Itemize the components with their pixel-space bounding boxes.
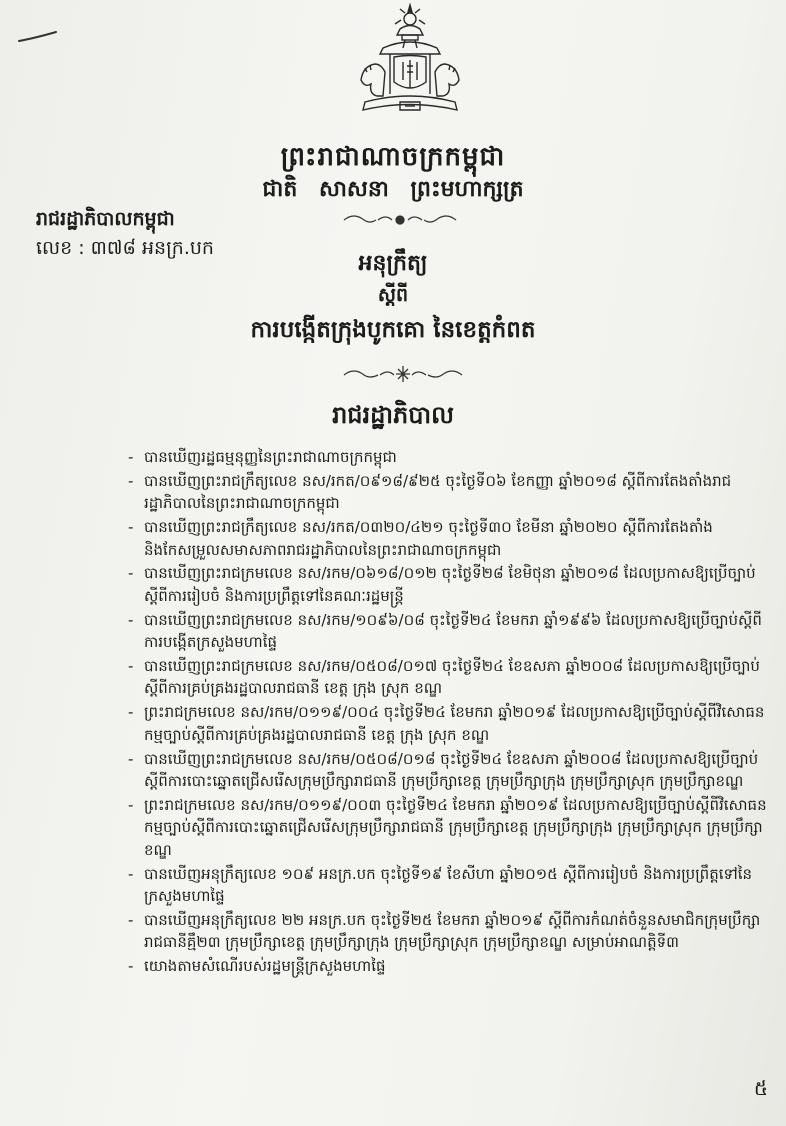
recital-text: បានឃើញព្រះរាជក្រមលេខ នស/រកម/០៥០៨/០១៧ ចុះថ្ងៃទី២៤ ខែឧសភា ឆ្នាំ២០០៨ ដែលប្រកាសឱ្យប្រើច្បាប់ស្តីពីការគ្រប់គ្រងរដ្ឋបាលរាជធានី ខេត្ត ក្រុង ស្រុក ខណ្ឌ [144,656,760,698]
recital-text: យោងតាមសំណើរបស់រដ្ឋមន្ត្រីក្រសួងមហាផ្ទៃ [144,957,386,976]
issuing-authority: រាជរដ្ឋាភិបាល [332,401,454,429]
recital-item: - បានឃើញព្រះរាជក្រឹត្យលេខ នស/រកត/០៩១៨/៩២៥ ចុះថ្ងៃទី០៦ ខែកញ្ញា ឆ្នាំ២០១៨ ស្តីពីការតែងតាំងរាជរដ្ឋាភិបាលនៃព្រះរាជាណាចក្រកម្ពុជា [128,471,732,513]
recital-text: បានឃើញរដ្ឋធម្មនុញ្ញនៃព្រះរាជាណាចក្រកម្ពុជា [144,448,397,466]
recital-item: - ព្រះរាជក្រមលេខ នស/រកម/០១១៩/០០៣ ចុះថ្ងៃទី២៤ ខែមករា ឆ្នាំ២០១៩ ដែលប្រកាសឱ្យប្រើច្បាប់ស្តីពីវិសោធនកម្មច្បាប់ស្តីពីការបោះឆ្នោតជ្រើសរើសក្រុមប្រឹក្សារាជធានី ក្រុមប្រឹក្សាខេត្ត ក្រុមប្រឹក្សាក្រុង ក្រុមប្រឹក្សាស្រុក ក្រុមប្រឹក្សាខណ្ឌ [128,795,767,859]
page-number: ៥ [753,1076,768,1100]
document-subject: ការបង្កើតក្រុងបូកគោ នៃខេត្តកំពត [250,317,536,343]
recital-text: បានឃើញព្រះរាជក្រមលេខ នស/រកម/០៦១៨/០១២ ចុះថ្ងៃទី២៨ ខែមិថុនា ឆ្នាំ២០១៨ ដែលប្រកាសឱ្យប្រើច្បាប់ស្តីពីការរៀបចំ និងការប្រព្រឹត្តទៅនៃគណៈរដ្ឋមន្ត្រី [144,564,756,605]
royal-coat-of-arms-emblem [345,2,475,120]
reference-number: លេខ : ៣៧៨ អនក្រ.បក [36,237,214,259]
divider-ornament-2 [340,364,466,384]
recital-item: - បានឃើញព្រះរាជក្រមលេខ នស/រកម/០៥០៨/០១៨ ចុះថ្ងៃទី២៤ ខែឧសភា ឆ្នាំ២០០៨ ដែលប្រកាសឱ្យប្រើច្បាប់ស្តីពីការបោះឆ្នោតជ្រើសរើសក្រុមប្រឹក្សារាជធានី ក្រុមប្រឹក្សាខេត្ត ក្រុមប្រឹក្សាក្រុង ក្រុមប្រឹក្សាស្រុក ក្រុមប្រឹក្សាខណ្ឌ [128,749,759,791]
recital-item: - បានឃើញរដ្ឋធម្មនុញ្ញនៃព្រះរាជាណាចក្រកម្ពុជា [128,448,397,466]
recital-text: បានឃើញព្រះរាជក្រឹត្យលេខ នស/រកត/០៩១៨/៩២៥ ចុះថ្ងៃទី០៦ ខែកញ្ញា ឆ្នាំ២០១៨ ស្តីពីការតែងតាំងរាជរដ្ឋាភិបាលនៃព្រះរាជាណាចក្រកម្ពុជា [144,471,732,513]
recital-text: បានឃើញព្រះរាជក្រឹត្យលេខ នស/រកត/០៣២០/៤២១ ចុះថ្ងៃទី៣០ ខែមីនា ឆ្នាំ២០២០ ស្តីពីការតែងតាំង និងកែសម្រួលសមាសភាពរាជរដ្ឋាភិបាលនៃព្រះរាជាណាចក្រកម្ពុជា [144,518,713,559]
recital-item: - បានឃើញព្រះរាជក្រឹត្យលេខ នស/រកត/០៣២០/៤២១ ចុះថ្ងៃទី៣០ ខែមីនា ឆ្នាំ២០២០ ស្តីពីការតែងតាំង និងកែសម្រួលសមាសភាពរាជរដ្ឋាភិបាលនៃព្រះរាជាណាចក្រកម្ពុជា [128,518,713,559]
recital-item: - ព្រះរាជក្រមលេខ នស/រកម/០១១៩/០០៤ ចុះថ្ងៃទី២៤ ខែមករា ឆ្នាំ២០១៩ ដែលប្រកាសឱ្យប្រើច្បាប់ស្តីពីវិសោធនកម្មច្បាប់ស្តីពីការគ្រប់គ្រងរដ្ឋបាលរាជធានី ខេត្ត ក្រុង ស្រុក ខណ្ឌ [128,703,765,744]
recital-item: - បានឃើញព្រះរាជក្រមលេខ នស/រកម/០៦១៨/០១២ ចុះថ្ងៃទី២៨ ខែមិថុនា ឆ្នាំ២០១៨ ដែលប្រកាសឱ្យប្រើច្បាប់ស្តីពីការរៀបចំ និងការប្រព្រឹត្តទៅនៃគណៈរដ្ឋមន្ត្រី [128,564,756,605]
national-motto: ជាតិ សាសនា ព្រះមហាក្សត្រ [262,177,524,202]
recital-item: - យោងតាមសំណើរបស់រដ្ឋមន្ត្រីក្រសួងមហាផ្ទៃ [128,957,386,976]
divider-ornament [340,210,460,228]
recital-text: ព្រះរាជក្រមលេខ នស/រកម/០១១៩/០០៤ ចុះថ្ងៃទី២៤ ខែមករា ឆ្នាំ២០១៩ ដែលប្រកាសឱ្យប្រើច្បាប់ស្តីពីវិសោធនកម្មច្បាប់ស្តីពីការគ្រប់គ្រងរដ្ឋបាលរាជធានី ខេត្ត ក្រុង ស្រុក ខណ្ឌ [144,703,765,744]
recital-text: បានឃើញអនុក្រឹត្យលេខ ២២ អនក្រ.បក ចុះថ្ងៃទី២៥ ខែមករា ឆ្នាំ២០១៩ ស្តីពីការកំណត់ចំនួនសមាជិកក្រុមប្រឹក្សារាជធានីគ្មឹ២៣ ក្រុមប្រឹក្សាខេត្ត ក្រុមប្រឹក្សាក្រុង ក្រុមប្រឹក្សាស្រុក ក្រុមប្រឹក្សាខណ្ឌ សម្រាប់អាណត្តិទី៣ [144,910,761,952]
recital-text: ព្រះរាជក្រមលេខ នស/រកម/០១១៩/០០៣ ចុះថ្ងៃទី២៤ ខែមករា ឆ្នាំ២០១៩ ដែលប្រកាសឱ្យប្រើច្បាប់ស្តីពីវិសោធនកម្មច្បាប់ស្តីពីការបោះឆ្នោតជ្រើសរើសក្រុមប្រឹក្សារាជធានី ក្រុមប្រឹក្សាខេត្ត ក្រុមប្រឹក្សាក្រុង ក្រុមប្រឹក្សាស្រុក ក្រុមប្រឹក្សាខណ្ឌ [144,795,767,859]
recital-text: បានឃើញព្រះរាជក្រមលេខ នស/រកម/១០៩៦/០៨ ចុះថ្ងៃទី២៤ ខែមករា ឆ្នាំ១៩៩៦ ដែលប្រកាសឱ្យប្រើច្បាប់ស្តីពីការបង្កើតក្រសួងមហាផ្ទៃ [144,610,762,652]
recital-item: - បានឃើញព្រះរាជក្រមលេខ នស/រកម/១០៩៦/០៨ ចុះថ្ងៃទី២៤ ខែមករា ឆ្នាំ១៩៩៦ ដែលប្រកាសឱ្យប្រើច្បាប់ស្តីពីការបង្កើតក្រសួងមហាផ្ទៃ [128,610,762,652]
recital-item: - បានឃើញព្រះរាជក្រមលេខ នស/រកម/០៥០៨/០១៧ ចុះថ្ងៃទី២៤ ខែឧសភា ឆ្នាំ២០០៨ ដែលប្រកាសឱ្យប្រើច្បាប់ស្តីពីការគ្រប់គ្រងរដ្ឋបាលរាជធានី ខេត្ត ក្រុង ស្រុក ខណ្ឌ [128,656,760,698]
recital-item: - បានឃើញអនុក្រឹត្យលេខ ២២ អនក្រ.បក ចុះថ្ងៃទី២៥ ខែមករា ឆ្នាំ២០១៩ ស្តីពីការកំណត់ចំនួនសមាជិកក្រុមប្រឹក្សារាជធានីគ្មឹ២៣ ក្រុមប្រឹក្សាខេត្ត ក្រុមប្រឹក្សាក្រុង ក្រុមប្រឹក្សាស្រុក ក្រុមប្រឹក្សាខណ្ឌ សម្រាប់អាណត្តិទី៣ [128,910,761,952]
pen-stroke-mark [18,30,58,44]
government-name: រាជរដ្ឋាភិបាលកម្ពុជា [36,208,175,230]
recital-text: បានឃើញព្រះរាជក្រមលេខ នស/រកម/០៥០៨/០១៨ ចុះថ្ងៃទី២៤ ខែឧសភា ឆ្នាំ២០០៨ ដែលប្រកាសឱ្យប្រើច្បាប់ស្តីពីការបោះឆ្នោតជ្រើសរើសក្រុមប្រឹក្សារាជធានី ក្រុមប្រឹក្សាខេត្ត ក្រុមប្រឹក្សាក្រុង ក្រុមប្រឹក្សាស្រុក ក្រុមប្រឹក្សាខណ្ឌ [144,749,759,791]
recital-item: - បានឃើញអនុក្រឹត្យលេខ ១០៩ អនក្រ.បក ចុះថ្ងៃទី១៩ ខែសីហា ឆ្នាំ២០១៥ ស្តីពីការរៀបចំ និងការប្រព្រឹត្តទៅនៃក្រសួងមហាផ្ទៃ [128,864,753,906]
kingdom-name: ព្រះរាជាណាចក្រកម្ពុជា [280,142,506,172]
recital-text: បានឃើញអនុក្រឹត្យលេខ ១០៩ អនក្រ.បក ចុះថ្ងៃទី១៩ ខែសីហា ឆ្នាំ២០១៥ ស្តីពីការរៀបចំ និងការប្រព្រឹត្តទៅនៃក្រសួងមហាផ្ទៃ [144,864,753,906]
recital-list [128,446,778,979]
document-type: អនុក្រឹត្យ [358,251,428,276]
about-label: ស្តីពី [377,284,409,306]
